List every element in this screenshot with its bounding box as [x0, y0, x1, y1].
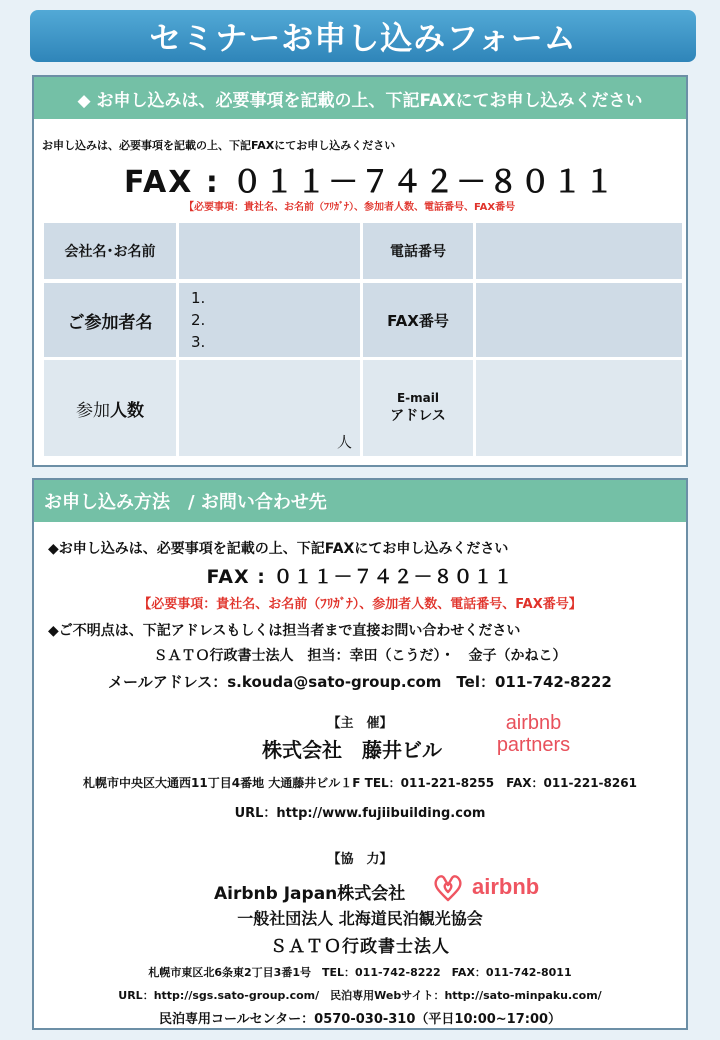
section2-header: お申し込み方法 / お問い合わせ先 [34, 480, 686, 522]
participant-line-2: 2. [191, 311, 206, 329]
email-input[interactable] [476, 360, 682, 456]
call-center: 民泊専用コールセンター：0570-030-310（平日10:00~17:00） [158, 1012, 562, 1027]
fax-label: FAX番号 [363, 283, 473, 357]
coop-url[interactable]: URL：http://sgs.sato-group.com/ 民泊専用Webサイト：http://sato-minpaku.com/ [118, 989, 602, 1002]
fax-form-section [32, 75, 688, 467]
airbnb-wordmark: airbnb [472, 874, 540, 899]
section1-header: ◆ お申し込みは、必要事項を記載の上、下記FAXにてお申し込みください [34, 77, 686, 119]
participant-line-3: 3. [191, 333, 206, 351]
email-label [363, 360, 473, 456]
organizer-name: 株式会社 藤井ビル [262, 738, 442, 762]
count-unit: 人 [336, 433, 352, 451]
count-label-prefix: 参加 [76, 400, 110, 421]
company-input[interactable] [179, 223, 360, 279]
airbnb-logo [430, 870, 539, 904]
contact-section [32, 478, 688, 1030]
count-label-suffix: 人数 [110, 400, 144, 421]
phone-input[interactable] [476, 223, 682, 279]
fax-number: FAX : ０１１－７４２－８０１１ [206, 566, 514, 588]
coop-airbnb-japan: Airbnb Japan株式会社 [214, 884, 406, 904]
airbnb-partners-logo [486, 712, 581, 762]
organizer-label: 【主 催】 [327, 716, 393, 731]
cooperation-label: 【協 力】 [327, 852, 393, 867]
count-label [44, 360, 176, 456]
required-fields-note-2: 【必要事項：貴社名、お名前（ﾌﾘｶﾞﾅ）、参加者人数、電話番号、FAX番号】 [138, 597, 582, 612]
page-title: セミナーお申し込みフォーム [30, 10, 696, 62]
contact-office: ＳＡＴＯ行政書士法人 担当：幸田（こうだ）・ 金子（かねこ） [153, 648, 567, 664]
coop-hokkaido-association: 一般社団法人 北海道民泊観光協会 [237, 909, 483, 928]
email-label-1: E-mail [396, 391, 439, 405]
contact-mail: メールアドレス：s.kouda@sato-group.com Tel：011-742-8222 [108, 673, 612, 691]
coop-address: 札幌市東区北6条東2丁目3番1号 TEL：011-742-8222 FAX：011-742-8011 [148, 966, 572, 979]
count-input[interactable] [179, 360, 360, 456]
airbnb-partners-logo-1: airbnb [505, 712, 562, 734]
coop-sato-office: ＳＡＴＯ行政書士法人 [270, 937, 450, 957]
apply-instruction: ◆お申し込みは、必要事項を記載の上、下記FAXにてお申し込みください [48, 541, 509, 557]
email-label-2: アドレス [390, 408, 446, 424]
form-intro: お申し込みは、必要事項を記載の上、下記FAXにてお申し込みください [42, 139, 396, 152]
participants-label: ご参加者名 [44, 283, 176, 357]
required-fields-note: 【必要事項：貴社名、お名前（ﾌﾘｶﾞﾅ）、参加者人数、電話番号、FAX番号 [184, 202, 516, 213]
fax-input[interactable] [476, 283, 682, 357]
fax-number-large: FAX : ０１１－７４２－８０１１ [124, 165, 617, 200]
organizer-url[interactable]: URL：http://www.fujiibuilding.com [234, 806, 486, 821]
participant-line-1: 1. [191, 289, 206, 307]
inquiry-instruction: ◆ご不明点は、下記アドレスもしくは担当者まで直接お問い合わせください [48, 623, 521, 639]
company-label: 会社名･お名前 [44, 223, 176, 279]
phone-label: 電話番号 [363, 223, 473, 279]
airbnb-belo-icon [430, 870, 466, 904]
organizer-address: 札幌市中央区大通西11丁目4番地 大通藤井ビル１F TEL：011-221-8255 FAX：011-221-8261 [83, 776, 637, 790]
participants-input[interactable] [179, 283, 360, 357]
airbnb-partners-logo-2: partners [496, 734, 571, 756]
